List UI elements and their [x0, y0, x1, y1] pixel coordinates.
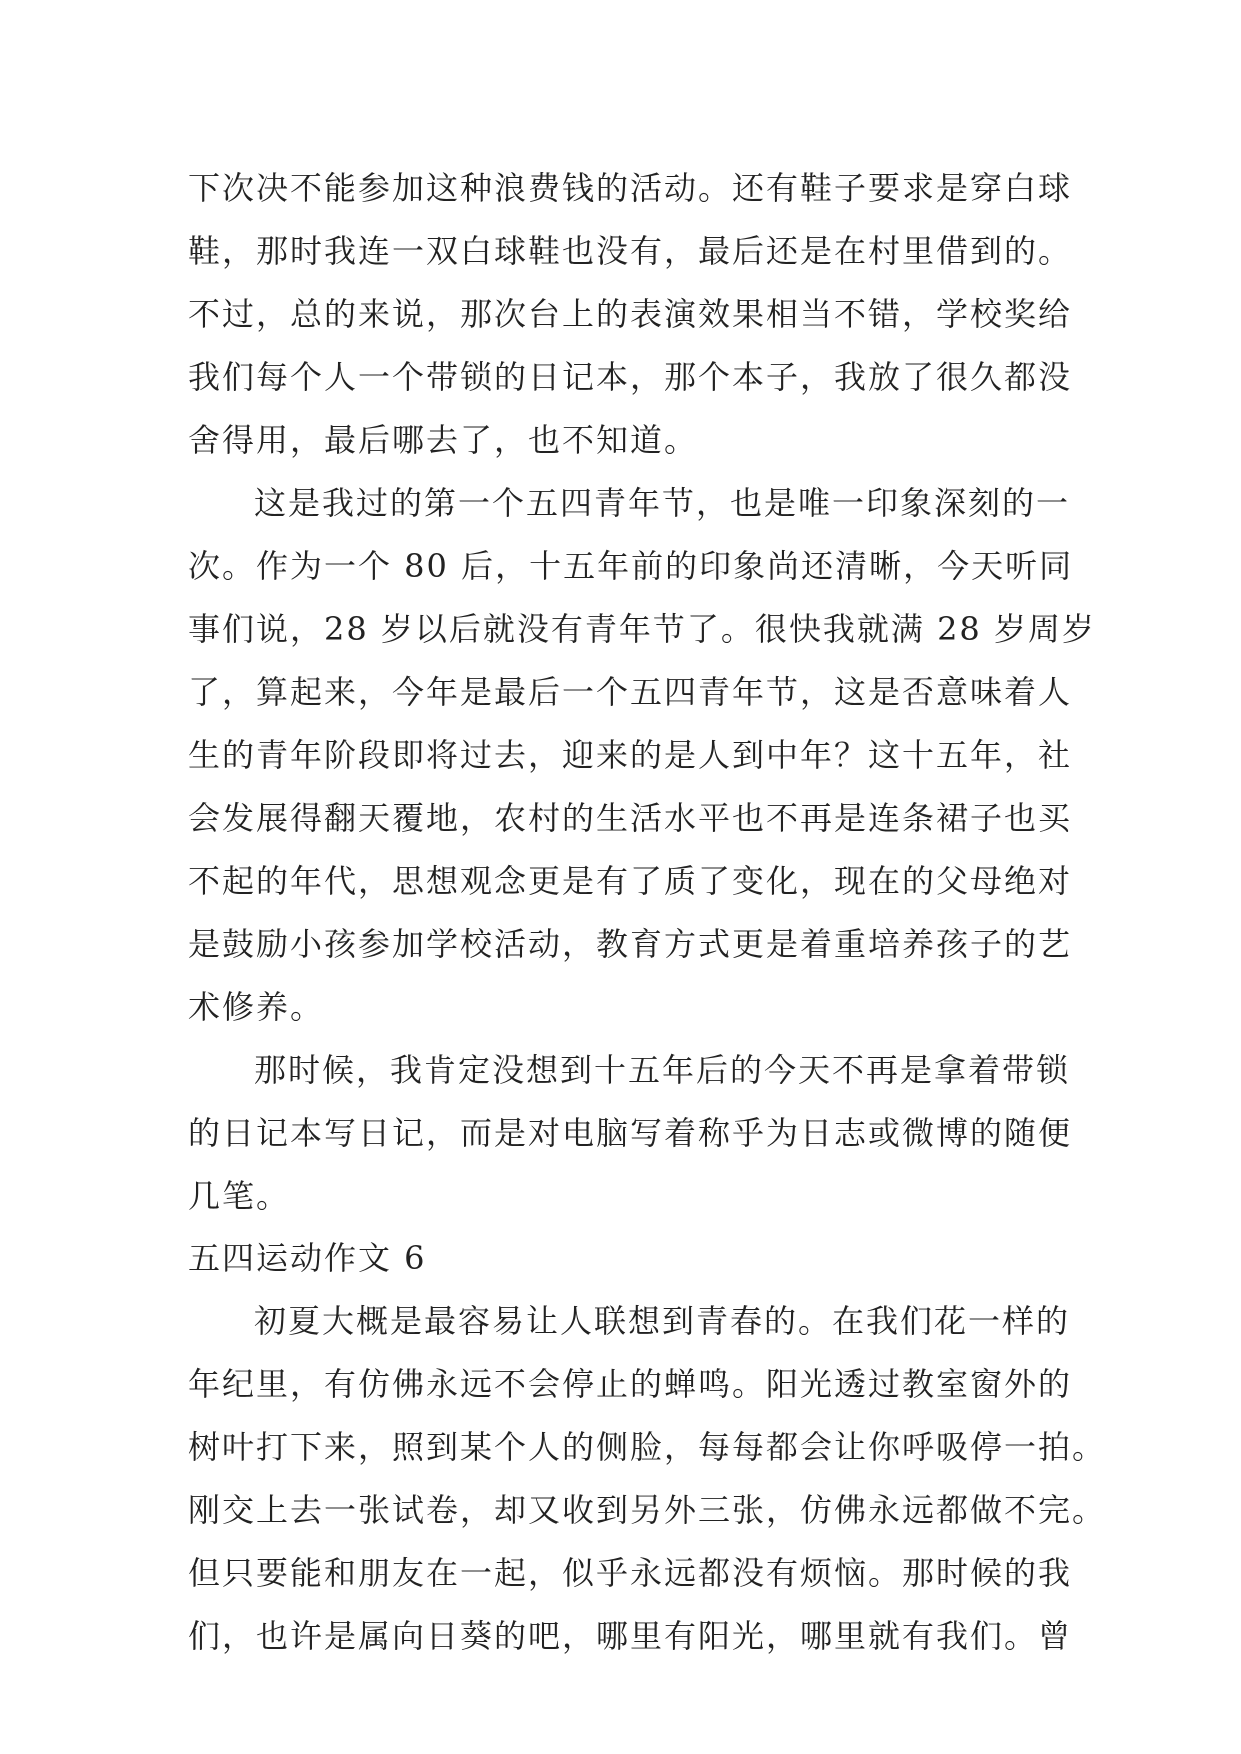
paragraph-line: 那时候，我肯定没想到十五年后的今天不再是拿着带锁 [254, 1051, 1071, 1089]
paragraph-line: 这是我过的第一个五四青年节，也是唯一印象深刻的一 [254, 484, 1071, 522]
paragraph-line: 不过，总的来说，那次台上的表演效果相当不错，学校奖给 [188, 295, 1073, 333]
paragraph-line: 事们说，28 岁以后就没有青年节了。很快我就满 28 岁周岁 [188, 610, 1096, 648]
paragraph-line: 不起的年代，思想观念更是有了质了变化，现在的父母绝对 [188, 862, 1073, 900]
paragraph-line: 刚交上去一张试卷，却又收到另外三张，仿佛永远都做不完。 [188, 1491, 1107, 1529]
paragraph-line: 次。作为一个 80 后，十五年前的印象尚还清晰，今天听同 [188, 547, 1074, 585]
paragraph-line: 舍得用，最后哪去了，也不知道。 [188, 421, 699, 459]
paragraph-line: 们，也许是属向日葵的吧，哪里有阳光，哪里就有我们。曾 [188, 1617, 1073, 1655]
paragraph-line: 生的青年阶段即将过去，迎来的是人到中年？这十五年，社 [188, 736, 1073, 774]
paragraph-line: 初夏大概是最容易让人联想到青春的。在我们花一样的 [254, 1302, 1071, 1340]
paragraph-line: 下次决不能参加这种浪费钱的活动。还有鞋子要求是穿白球 [188, 169, 1073, 207]
paragraph-line: 会发展得翻天覆地，农村的生活水平也不再是连条裙子也买 [188, 799, 1073, 837]
paragraph-line: 了，算起来，今年是最后一个五四青年节，这是否意味着人 [188, 673, 1073, 711]
paragraph-line: 但只要能和朋友在一起，似乎永远都没有烦恼。那时候的我 [188, 1554, 1073, 1592]
paragraph-line: 我们每个人一个带锁的日记本，那个本子，我放了很久都没 [188, 358, 1073, 396]
paragraph-line: 是鼓励小孩参加学校活动，教育方式更是着重培养孩子的艺 [188, 925, 1073, 963]
section-heading: 五四运动作文 6 [188, 1239, 427, 1277]
paragraph-line: 的日记本写日记，而是对电脑写着称乎为日志或微博的随便 [188, 1114, 1073, 1152]
paragraph-line: 几笔。 [188, 1177, 291, 1215]
paragraph-line: 年纪里，有仿佛永远不会停止的蝉鸣。阳光透过教室窗外的 [188, 1365, 1073, 1403]
paragraph-line: 树叶打下来，照到某个人的侧脸，每每都会让你呼吸停一拍。 [188, 1428, 1107, 1466]
paragraph-line: 术修养。 [188, 988, 325, 1026]
paragraph-line: 鞋，那时我连一双白球鞋也没有，最后还是在村里借到的。 [188, 232, 1073, 270]
